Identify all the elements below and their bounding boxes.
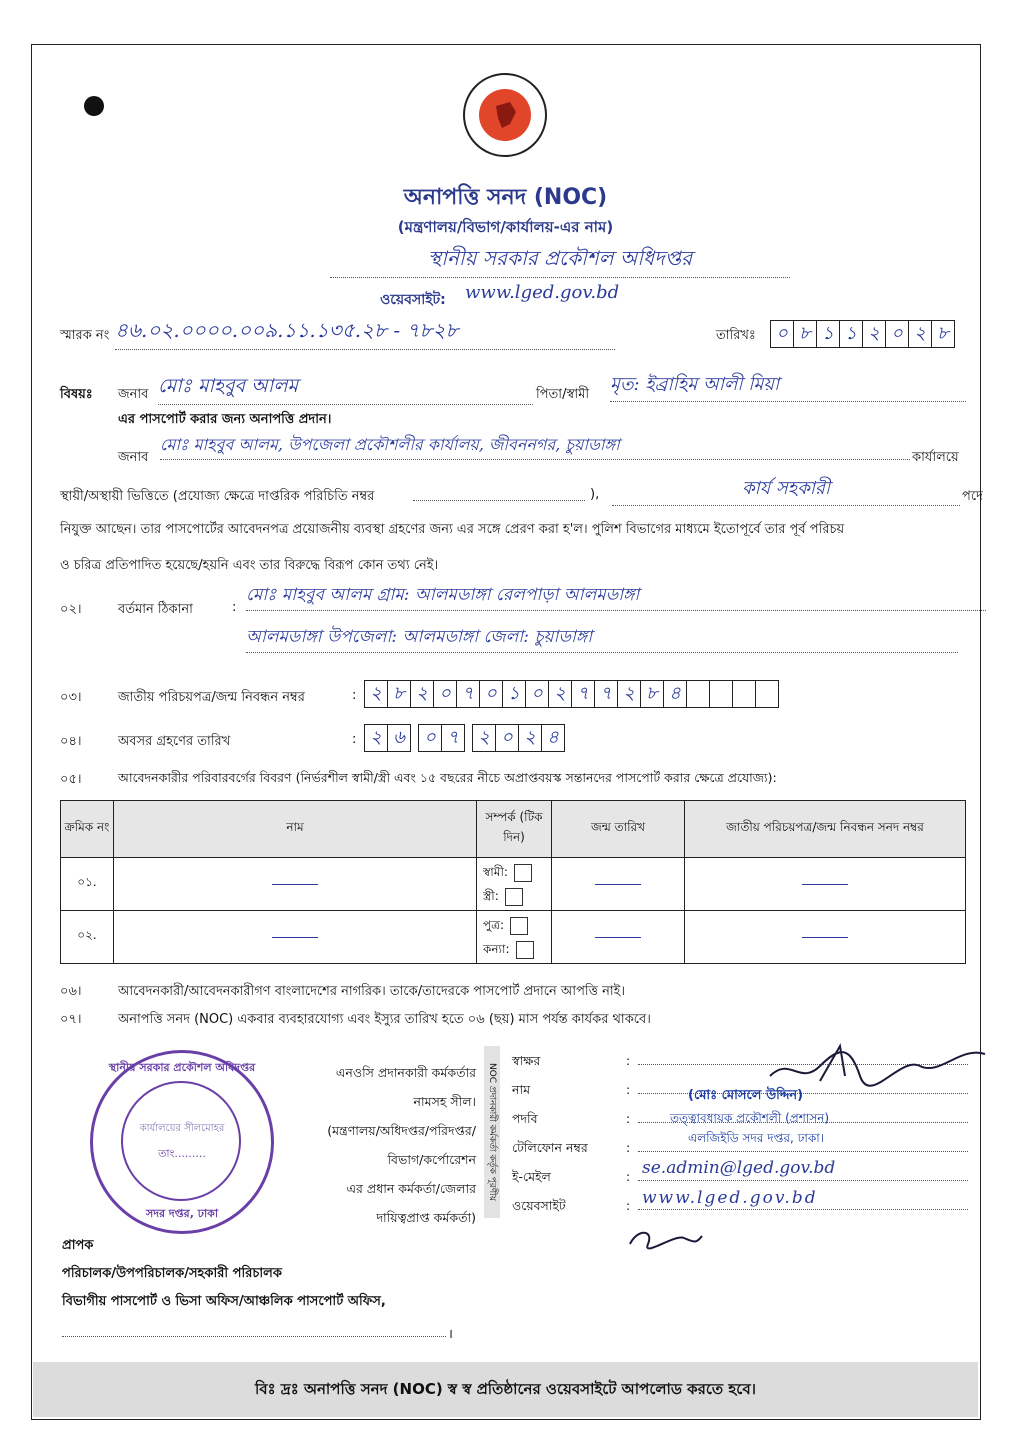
item-04-label: অবসর গ্রহণের তারিখ [118,734,231,749]
nid-boxes: ২ ৮ ২ ০ ৭ ০ ১ ০ ২ ৭ ৭ ২ ৮ ৪ [364,680,778,708]
permanence-text: স্থায়ী/অস্থায়ী ভিত্তিতে (প্রযোজ্য ক্ষেত্রে দাপ্তরিক পরিচিতি নম্বর [60,489,375,504]
website-label: ওয়েবসাইট: [380,292,446,308]
item-02-no: ০২। [60,602,82,617]
signatory-email: se.admin@lged.gov.bd [642,1158,836,1178]
government-emblem-icon [462,72,548,158]
col-nid: জাতীয় পরিচয়পত্র/জন্ম নিবন্ধন সনদ নম্বর [685,801,966,858]
col-serial: ক্রমিক নং [61,801,114,858]
paragraph-1: নিযুক্ত আছেন। তার পাসপোর্টের আবেদনপত্র প্রয়োজনীয় ব্যবস্থা গ্রহণের জন্য এর সঙ্গে প্রেরণ করা হ'ল। পুলিশ বিভাগের মাধ্যমে ইতোপূর্বে তার পূর্ব পরিচয় [60,522,845,537]
col-name: নাম [114,801,477,858]
item-04-no: ০৪। [60,734,82,749]
item-03-no: ০৩। [60,690,82,705]
checkbox-daughter[interactable] [516,941,534,959]
recipient-label: প্রাপক [62,1238,94,1253]
address-line-1: মোঃ মাহবুব আলম গ্রাম: আলমডাঙ্গা রেলপাড়া আলমডাঙ্গা [246,582,986,611]
signatory-field-labels: স্বাক্ষর নাম পদবি টেলিফোন নম্বর ই-মেইল ওয়েবসাইট [512,1053,588,1213]
recipient-blank [62,1336,446,1337]
item-07-no: ০৭। [60,1012,82,1027]
item-05-label: আবেদনকারীর পরিবারবর্গের বিবরণ (নির্ভরশীল স্বামী/স্ত্রী এবং ১৫ বছরের নীচে অপ্রাপ্তবয়স্ক সন্তানদের পাসপোর্ট করার ক্ষেত্রে প্রযোজ্য): [118,770,777,785]
recipient-line-2: বিভাগীয় পাসপোর্ট ও ভিসা অফিস/আঞ্চলিক পাসপোর্ট অফিস, [62,1294,386,1309]
date-boxes: ০ ৮ ১ ১ ২ ০ ২ ৮ [770,320,954,348]
post-suffix: পদে [962,489,983,504]
paragraph-2: ও চরিত্র প্রতিপাদিত হয়েছে/হয়নি এবং তার বিরুদ্ধে বিরূপ কোন তথ্য নেই। [60,558,439,573]
applicant-name: মোঃ মাহবুব আলম [158,372,533,405]
vertical-note-bar: NOC প্রদানকারী কর্মকর্তা কর্তৃক পূরণীয় [484,1046,500,1218]
father-name: মৃত: ইব্রাহিম আলী মিয়া [610,370,966,402]
signatory-office: এলজিইডি সদর দপ্তর, ঢাকা। [688,1131,825,1145]
memo-label: স্মারক নং [60,328,110,343]
initial-signature-icon [624,1224,704,1254]
table-row: ০১. স্বামী: স্ত্রী: [61,858,966,911]
office-stamp: স্থানীয় সরকার প্রকৌশল অধিদপ্তর সদর দপ্তর, ঢাকা কার্যালয়ের সীলমোহর তাং......... [90,1050,274,1234]
memo-value: ৪৬.০২.০০০০.০০৯.১১.১৩৫.২৮ - ৭৮২৮ [115,316,615,350]
table-row: ০২. পুত্র: কন্যা: [61,911,966,964]
id-no-blank [413,500,585,501]
recipient-line-1: পরিচালক/উপপরিচালক/সহকারী পরিচালক [62,1266,282,1281]
post-value: কার্য সহকারী [612,474,960,506]
office-suffix: কার্যালয়ে [912,450,959,465]
checkbox-wife[interactable] [505,888,523,906]
signatory-description: এনওসি প্রদানকারী কর্মকর্তার নামসহ সীল। (মন্ত্রণালয়/অধিদপ্তর/পরিদপ্তর/ বিভাগ/কর্পোরেশন এর প্রধান কর্মকর্তা/জেলার দায়িত্বপ্রাপ্ত কর্মকর্তা) [327,1065,476,1225]
item-07-label: অনাপত্তি সনদ (NOC) একবার ব্যবহারযোগ্য এবং ইস্যুর তারিখ হতে ০৬ (ছয়) মাস পর্যন্ত কার্যকর থাকবে। [118,1012,651,1027]
subject-label: বিষয়ঃ [60,387,93,402]
website-value: www.lged.gov.bd [465,282,620,303]
family-table [60,800,966,964]
punch-hole [84,96,104,116]
item-06-label: আবেদনকারী/আবেদনকারীগণ বাংলাদেশের নাগরিক। তাকে/তাদেরকে পাসপোর্ট প্রদানে আপত্তি নাই। [118,984,626,999]
checkbox-husband[interactable] [514,864,532,882]
page-subtitle: (মন্ত্রণালয়/বিভাগ/কার্যালয়-এর নাম) [397,218,614,236]
item-02-label: বর্তমান ঠিকানা [118,602,193,617]
signatory-name: (মোঃ মোসলে উদ্দিন) [688,1088,804,1103]
checkbox-son[interactable] [510,917,528,935]
footer-note: বিঃ দ্রঃ অনাপত্তি সনদ (NOC) স্ব স্ব প্রতিষ্ঠানের ওয়েবসাইটে আপলোড করতে হবে। [33,1362,978,1417]
subject-mr-label: জনাব [118,387,149,402]
retirement-date-boxes: ২ ৬ ০ ৭ ২ ০ ২ ৪ [364,724,564,752]
applicant-office: মোঃ মাহবুব আলম, উপজেলা প্রকৌশলীর কার্যালয়, জীবননগর, চুয়াডাঙ্গা [160,432,910,460]
col-dob: জন্ম তারিখ [552,801,685,858]
subject-line2: এর পাসপোর্ট করার জন্য অনাপত্তি প্রদান। [118,412,332,427]
mr2-label: জনাব [118,450,149,465]
item-05-no: ০৫। [60,772,82,787]
item-03-label: জাতীয় পরিচয়পত্র/জন্ম নিবন্ধন নম্বর [118,690,305,705]
father-label: পিতা/স্বামী [536,387,590,402]
date-label: তারিখঃ [716,328,756,343]
office-name: স্থানীয় সরকার প্রকৌশল অধিদপ্তর [330,244,790,278]
address-line-2: আলমডাঙ্গা উপজেলা: আলমডাঙ্গা জেলা: চুয়াডাঙ্গা [246,624,958,653]
signatory-website: www.lged.gov.bd [642,1188,818,1208]
page-title: অনাপত্তি সনদ (NOC) [403,185,608,210]
signatory-designation: তত্ত্বাবধায়ক প্রকৌশলী (প্রশাসন) [670,1111,830,1125]
col-relation: সম্পর্ক (টিক দিন) [477,801,552,858]
item-06-no: ০৬। [60,984,82,999]
